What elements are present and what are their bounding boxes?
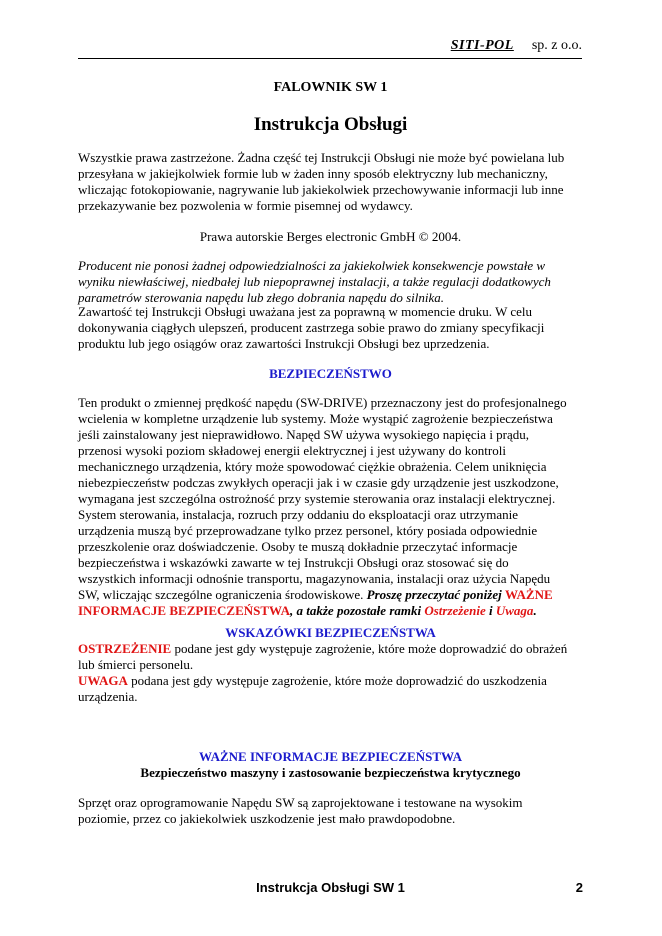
important-subheading: Bezpieczeństwo maszyny i zastosowanie bezpieczeństwa krytycznego	[140, 765, 521, 780]
text-line: Ten produkt o zmiennej prędkość napędu (SW-DRIVE) przeznaczony jest do profesjonalnego	[78, 395, 567, 410]
safety-paragraph	[78, 395, 583, 619]
text-line: przeszkolenie oraz doświadczenie. Osoby te muszą dokładnie przeczytać informacje	[78, 539, 518, 554]
company-suffix: sp. z o.o.	[531, 38, 582, 53]
text-line: System sterowania, instalacja, rozruch przy oddaniu do eksploatacji oraz utrzymanie	[78, 507, 519, 522]
text-span: .	[533, 603, 537, 618]
hints-paragraph	[78, 641, 583, 705]
important-label: WAŻNE	[504, 587, 553, 602]
text-line: wyniku niewłaściwej, niedbałej lub niepoprawnej instalacji, a także regulacji dodatkowych	[78, 274, 551, 289]
warning-label: OSTRZEŻENIE	[78, 641, 172, 656]
text-line: wszystkich informacji odnośnie transportu, magazynowania, instalacji oraz użycia Napędu	[78, 571, 551, 586]
content-note-paragraph	[78, 304, 583, 352]
text-line: Zawartość tej Instrukcji Obsługi uważana jest za poprawną w momencie druku. W celu	[78, 304, 533, 319]
text-line: urządzenia.	[78, 689, 138, 704]
safety-info-label: INFORMACJE BEZPIECZEŃSTWA	[78, 603, 291, 618]
page-header	[78, 36, 582, 59]
text-line: produktu lub jego osiągów oraz zawartości Instrukcji Obsługi bez uprzedzenia.	[78, 336, 490, 351]
text-line: wcielenia w kompletne urządzenie lub systemy. Może wystąpić zagrożenie bezpieczeństwa	[78, 411, 553, 426]
safety-heading: BEZPIECZEŃSTWO	[269, 366, 392, 381]
hints-heading: WSKAZÓWKI BEZPIECZEŃSTWA	[225, 625, 436, 640]
text-line: poziomie, przez co jakiekolwiek uszkodzenie jest mało prawdopodobne.	[78, 811, 456, 826]
text-span: i	[485, 603, 496, 618]
product-heading: FALOWNIK SW 1	[273, 80, 388, 95]
caution-ref: Uwaga	[495, 603, 534, 618]
text-span: SW, wliczając szczególne ograniczenia środowiskowe.	[78, 587, 367, 602]
text-line: jeśli zainstalowany jest nieprawidłowo. Napęd SW używa wysokiego napięcia i prądu,	[78, 427, 530, 442]
text-line: Wszystkie prawa zastrzeżone. Żadna część tej Instrukcji Obsługi nie może być powielana lub	[78, 150, 565, 165]
text-line: Producent nie ponosi żadnej odpowiedzialności za jakiekolwiek konsekwencje powstałe w	[78, 258, 546, 273]
text-line: przesyłana w jakiejkolwiek formie lub w żaden inny sposób elektryczny lub mechaniczny,	[78, 166, 548, 181]
text-line: wymagana jest szczególna ostrożność przy systemie sterowania oraz instalacji elektrycznej.	[78, 491, 556, 506]
text-line: przenosi wysoki poziom składowej energii elektrycznej i jest używany do kontroli	[78, 443, 506, 458]
text-line: przekazywanie bez pozwolenia w formie pisemnej od wydawcy.	[78, 198, 413, 213]
text-line: dokonywania ciągłych ulepszeń, producent zastrzega sobie prawo do zmiany specyfikacji	[78, 320, 545, 335]
page-footer	[78, 880, 583, 898]
page-title: Instrukcja Obsługi	[253, 114, 408, 135]
page-number: 2	[575, 880, 583, 895]
text-line	[78, 641, 583, 657]
text-line: bezpieczeństwa i wskazówki zawarte w tej Instrukcji Obsługi oraz stosować się do	[78, 555, 509, 570]
footer-title: Instrukcja Obsługi SW 1	[256, 880, 405, 895]
important-heading: WAŻNE INFORMACJE BEZPIECZEŃSTWA	[199, 749, 462, 764]
disclaimer-paragraph	[78, 258, 583, 306]
text-line: mechanicznego urządzenia, który może spowodować ciężkie obrażenia. Celem uniknięcia	[78, 459, 547, 474]
text-line: lub śmierci personelu.	[78, 657, 194, 672]
rights-paragraph	[78, 150, 583, 214]
text-span: podana jest gdy występuje zagrożenie, które może doprowadzić do uszkodzenia	[127, 673, 547, 688]
text-line	[78, 603, 583, 619]
text-line: wliczając fotokopiowanie, nagrywanie lub jakiekolwiek przechowywanie informacji lub inne	[78, 182, 564, 197]
text-line: parametrów sterowania napędu lub złego dobrania napędu do silnika.	[78, 290, 445, 305]
text-line	[78, 673, 583, 689]
text-span: podane jest gdy występuje zagrożenie, które może doprowadzić do obrażeń	[171, 641, 568, 656]
final-paragraph	[78, 795, 583, 827]
brand-logo: SITI-POL	[450, 38, 514, 53]
read-below-notice: Proszę przeczytać poniżej	[366, 587, 505, 602]
copyright-line: Prawa autorskie Berges electronic GmbH © 2004.	[199, 229, 462, 244]
warning-ref: Ostrzeżenie	[424, 603, 486, 618]
text-line: urządzenia muszą być przeprowadzane tylko przez personel, który posiada odpowiednie	[78, 523, 538, 538]
text-line: Sprzęt oraz oprogramowanie Napędu SW są zaprojektowane i testowane na wysokim	[78, 795, 523, 810]
caution-label: UWAGA	[78, 673, 128, 688]
text-line	[78, 587, 583, 603]
text-line: niebezpieczeństw podczas zwykłych operacji jak i w czasie gdy urządzenie jest uszkodzone,	[78, 475, 559, 490]
text-span: , a także pozostałe ramki	[290, 603, 425, 618]
